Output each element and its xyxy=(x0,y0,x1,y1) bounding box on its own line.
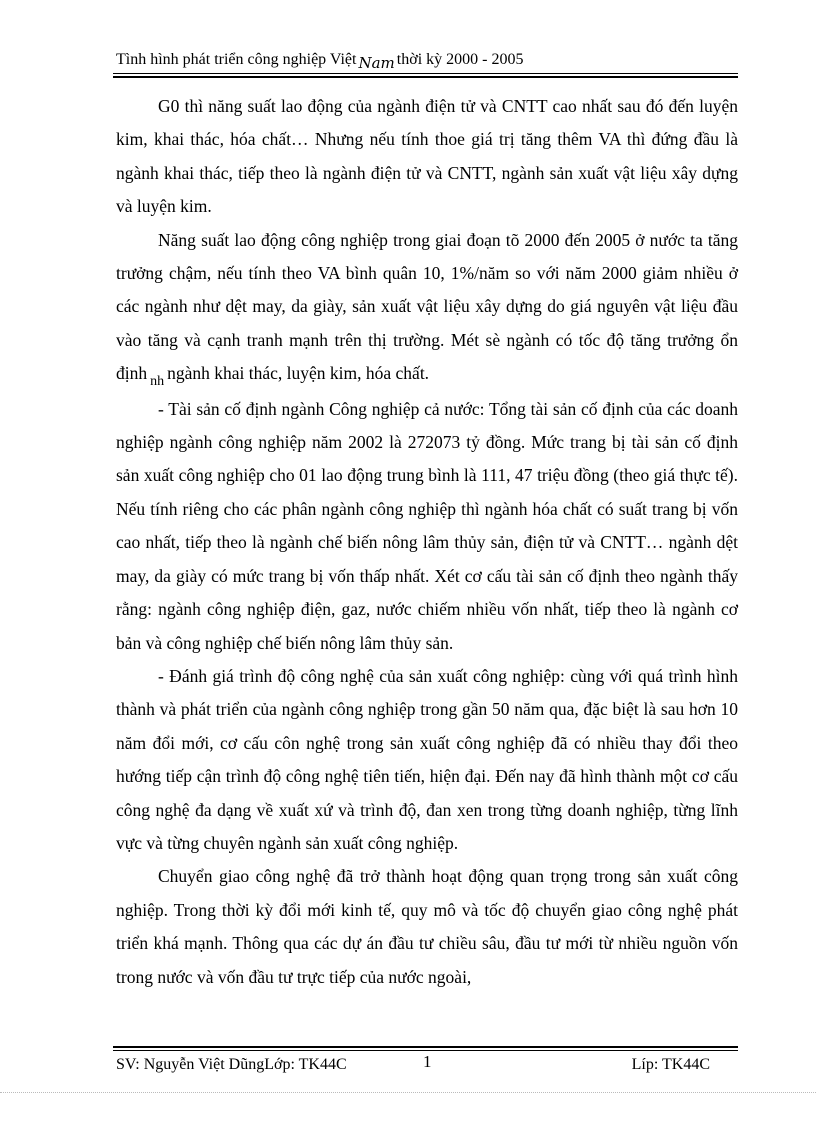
inline-small-text: nh xyxy=(150,374,165,390)
page-footer xyxy=(113,1052,738,1082)
header-title xyxy=(116,50,524,72)
paragraph-2 xyxy=(116,224,738,393)
paragraph-4: - Đánh giá trình độ công nghệ của sản xuất công nghiệp: cùng với quá trình hình thành và phát triển của ngành công nghiệp trong gần 50 năm qua, đặc biệt là sau hơn 10 năm đổi mới, cơ cấu côn nghệ trong sản xuất công nghiệp đã có nhiều thay đổi theo hướng tiếp cận trình độ công nghệ tiên tiến, hiện đại. Đến nay đã hình thành một cơ cấu công nghệ đa dạng về xuất xứ và trình độ, đan xen trong từng doanh nghiệp, từng lĩnh vực và từng chuyên ngành sản xuất công nghiệp. xyxy=(116,665,738,853)
header-rule-thick xyxy=(113,76,738,78)
page-header xyxy=(113,48,738,74)
paragraph-2-text: Năng suất lao động công nghiệp trong giai đoạn tõ 2000 đến 2005 ở nước ta tăng trưởng chậm, nếu tính theo VA bình quân 10, 1%/năm so với năm 2000 giảm nhiều ở các ngành như dệt may, da giày, sản xuất vật liệu xây dựng do giá nguyên vật liệu đầu vào tăng và cạnh tranh mạnh trên thị trường. Mét sè ngành có tốc độ tăng trưởng ổn định xyxy=(116,229,738,384)
document-body xyxy=(116,90,738,994)
paragraph-1: G0 thì năng suất lao động của ngành điện tử và CNTT cao nhất sau đó đến luyện kim, khai thác, hóa chất… Nhưng nếu tính thoe giá trị tăng thêm VA thì đứng đầu là ngành khai thác, tiếp theo là ngành điện tử và CNTT, ngành sản xuất vật liệu xây dựng và luyện kim. xyxy=(116,96,738,217)
header-title-part2: thời kỳ 2000 - 2005 xyxy=(396,51,524,68)
footer-author: SV: Nguyễn Việt DũngLớp: TK44C xyxy=(116,1056,347,1073)
paragraph-5: Chuyển giao công nghệ đã trở thành hoạt động quan trọng trong sản xuất công nghiệp. Trong thời kỳ đổi mới kinh tế, quy mô và tốc độ chuyển giao công nghệ phát triển khá mạnh. Thông qua các dự án đầu tư chiều sâu, đầu tư mới từ nhiều nguồn vốn trong nước và vốn đầu tư trực tiếp của nước ngoài, xyxy=(116,866,738,987)
paragraph-2-tail: ngành khai thác, luyện kim, hóa chất. xyxy=(167,363,430,384)
paragraph-3: - Tài sản cố định ngành Công nghiệp cả nước: Tổng tài sản cố định của các doanh nghiệp ngành công nghiệp năm 2002 là 272073 tỷ đồng. Mức trang bị tài sản cố định sản xuất công nghiệp cho 01 lao động trung bình là 111, 47 triệu đồng (theo giá thực tế). Nếu tính riêng cho các phân ngành công nghiệp thì ngành hóa chất có suất trang bị vốn cao nhất, tiếp theo là ngành chế biến nông lâm thủy sản, điện tử và CNTT… ngành dệt may, da giày có mức trang bị vốn thấp nhất. Xét cơ cấu tài sản cố định theo ngành thấy rằng: ngành công nghiệp điện, gaz, nước chiếm nhiều vốn nhất, tiếp theo là ngành cơ bản và công nghiệp chế biến nông lâm thủy sản. xyxy=(116,398,738,653)
footer-rule-thin xyxy=(113,1050,738,1051)
footer-class: Líp: TK44C xyxy=(631,1056,710,1073)
header-title-script: Nam xyxy=(358,54,395,72)
footer-rule-thick xyxy=(113,1046,738,1048)
bottom-dotted-line xyxy=(0,1092,816,1093)
header-rule-thin xyxy=(113,73,738,74)
page-number: 1 xyxy=(423,1052,432,1071)
header-title-part1: Tình hình phát triển công nghiệp Việt xyxy=(116,51,357,68)
